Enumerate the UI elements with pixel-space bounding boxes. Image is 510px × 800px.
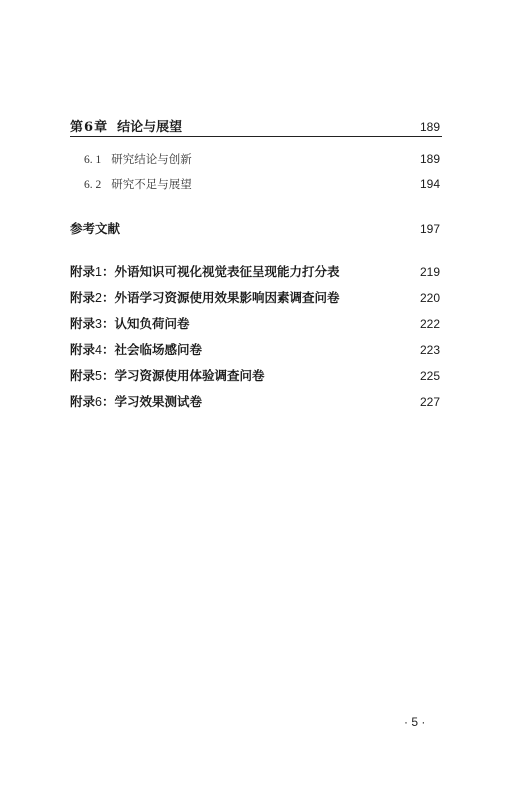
section-number: 6. 1 xyxy=(84,154,102,166)
appendix-heading xyxy=(70,314,190,332)
toc-section-6-1[interactable] xyxy=(70,151,440,167)
toc-appendix-1[interactable] xyxy=(70,262,440,280)
appendix-label: 附录 xyxy=(70,264,96,279)
toc-appendix-5[interactable] xyxy=(70,366,440,384)
appendix-heading xyxy=(70,288,340,306)
appendix-page-number: 225 xyxy=(419,369,440,383)
appendix-title: 认知负荷问卷 xyxy=(114,316,190,331)
toc-appendix-2[interactable] xyxy=(70,288,440,306)
appendix-separator: ： xyxy=(101,342,115,357)
chapter-prefix: 第 xyxy=(70,120,84,135)
appendix-separator: ： xyxy=(101,394,115,409)
appendix-title: 社会临场感问卷 xyxy=(114,342,202,357)
toc-appendix-4[interactable] xyxy=(70,340,440,358)
appendix-number: 1 xyxy=(95,265,102,279)
appendix-number: 6 xyxy=(95,395,102,409)
appendix-separator: ： xyxy=(101,368,115,383)
section-page-number: 189 xyxy=(419,152,440,166)
appendix-heading xyxy=(70,340,202,358)
appendix-label: 附录 xyxy=(70,290,96,305)
section-page-number: 194 xyxy=(419,177,440,191)
appendix-separator: ： xyxy=(101,290,115,305)
appendix-title: 学习资源使用体验调查问卷 xyxy=(114,368,265,383)
appendix-page-number: 223 xyxy=(419,343,440,357)
appendix-number: 5 xyxy=(95,369,102,383)
section-title: 研究结论与创新 xyxy=(111,152,192,166)
chapter-number: 6 xyxy=(84,120,94,135)
section-title: 研究不足与展望 xyxy=(111,177,192,191)
toc-section-6-2[interactable] xyxy=(70,176,440,192)
appendix-title: 外语知识可视化视觉表征呈现能力打分表 xyxy=(114,264,340,279)
page-number-footer: · 5 · xyxy=(404,715,426,729)
appendix-heading xyxy=(70,262,340,280)
toc-chapter-6[interactable] xyxy=(70,116,440,136)
appendix-title: 学习效果测试卷 xyxy=(114,394,202,409)
appendix-label: 附录 xyxy=(70,342,96,357)
appendix-heading xyxy=(70,392,202,410)
references-page-number: 197 xyxy=(419,222,440,236)
chapter-underline xyxy=(70,136,442,137)
appendix-label: 附录 xyxy=(70,394,96,409)
appendix-page-number: 227 xyxy=(419,395,440,409)
section-number: 6. 2 xyxy=(84,179,102,191)
appendix-title: 外语学习资源使用效果影响因素调查问卷 xyxy=(114,290,340,305)
chapter-title: 结论与展望 xyxy=(117,120,183,135)
appendix-page-number: 219 xyxy=(419,265,440,279)
appendix-number: 2 xyxy=(95,291,102,305)
chapter-page-number: 189 xyxy=(419,120,440,134)
appendix-number: 4 xyxy=(95,343,102,357)
appendix-label: 附录 xyxy=(70,368,96,383)
chapter-suffix: 章 xyxy=(94,120,108,135)
appendix-page-number: 220 xyxy=(419,291,440,305)
toc-appendix-6[interactable] xyxy=(70,392,440,410)
appendix-label: 附录 xyxy=(70,316,96,331)
appendix-separator: ： xyxy=(101,264,115,279)
appendix-heading xyxy=(70,366,265,384)
section-heading xyxy=(70,176,192,192)
chapter-heading xyxy=(70,116,182,135)
references-title: 参考文献 xyxy=(70,221,121,236)
appendix-separator: ： xyxy=(101,316,115,331)
section-heading xyxy=(70,151,192,167)
toc-appendix-3[interactable] xyxy=(70,314,440,332)
appendix-number: 3 xyxy=(95,317,102,331)
appendix-page-number: 222 xyxy=(419,317,440,331)
toc-references[interactable] xyxy=(70,219,440,237)
